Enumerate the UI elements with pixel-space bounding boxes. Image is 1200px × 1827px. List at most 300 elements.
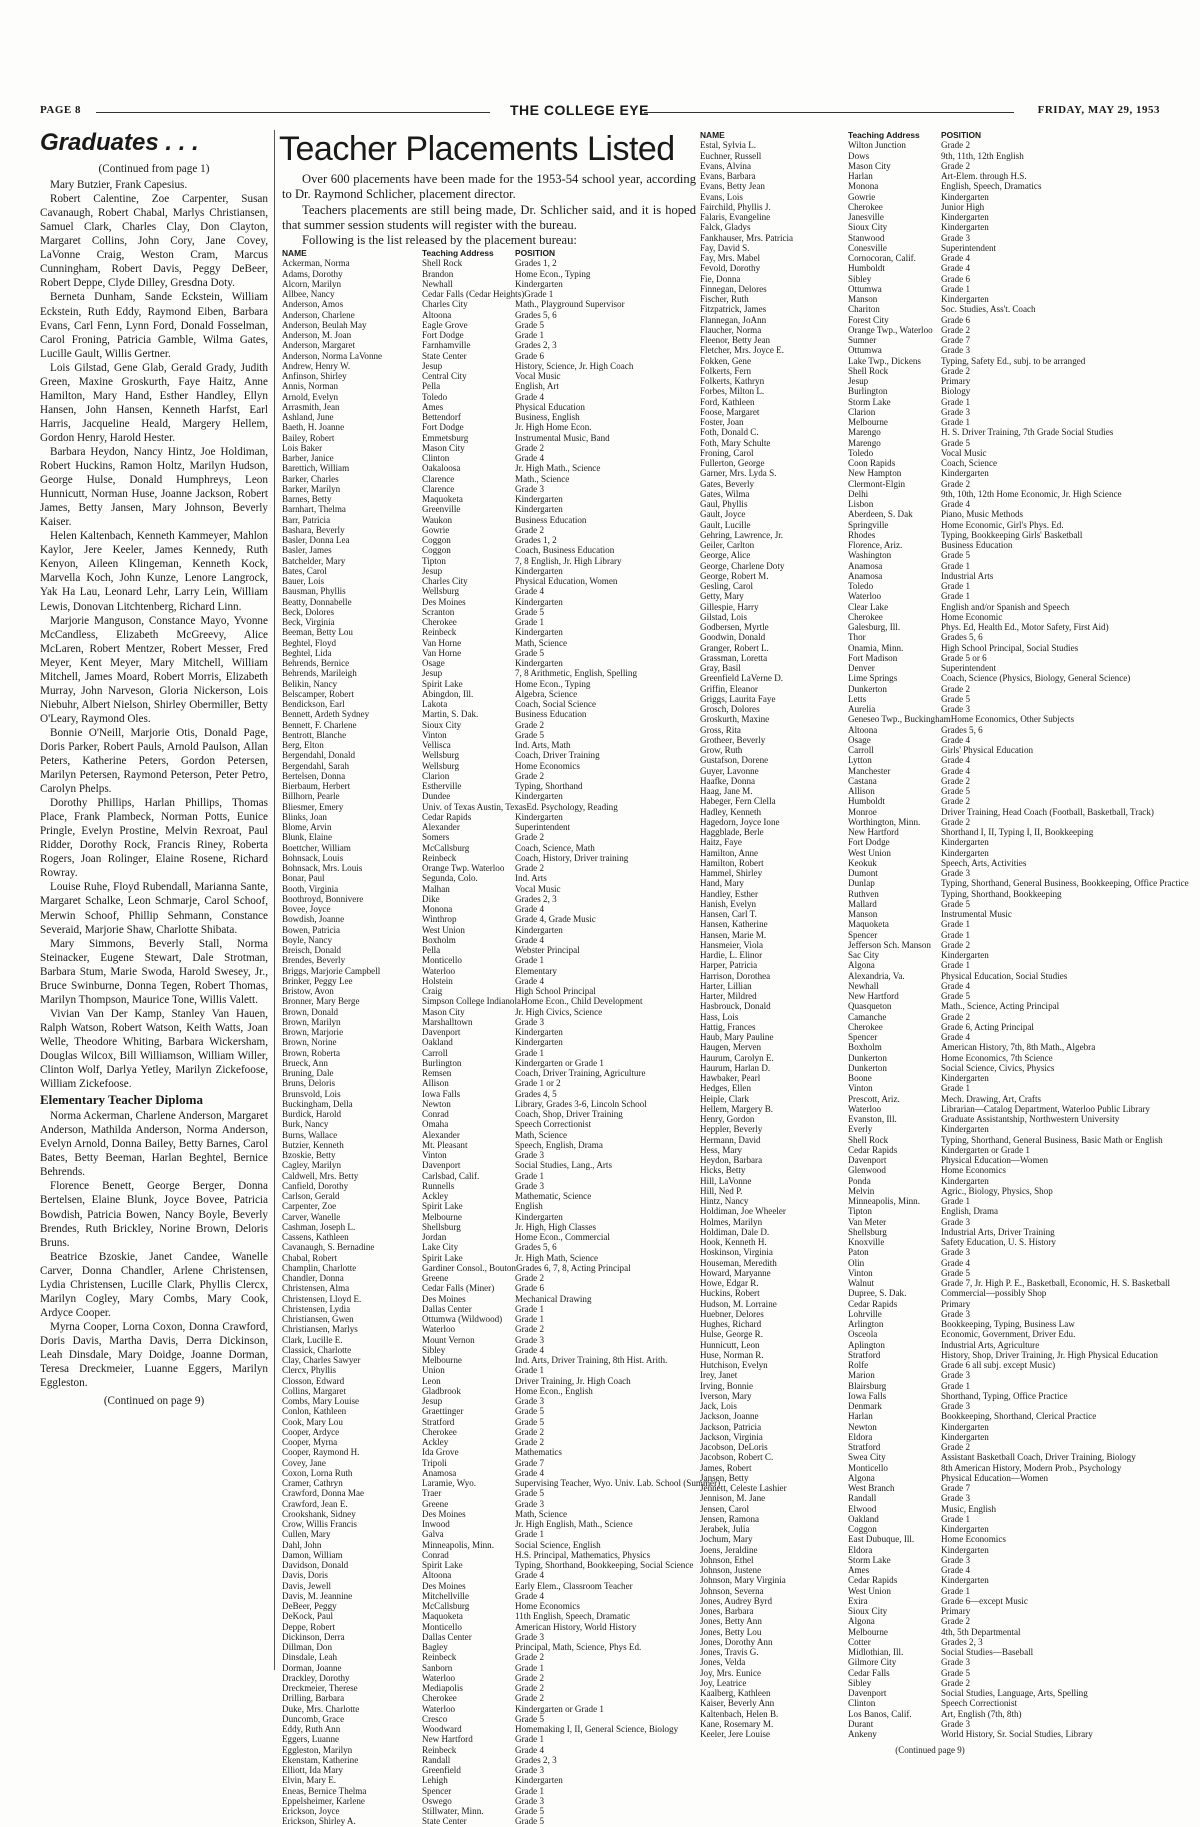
teaching-address: Segunda, Colo.	[422, 873, 478, 884]
placement-name: Hansen, Carl T.	[700, 909, 757, 919]
teaching-address: Waterloo	[422, 1672, 456, 1683]
teaching-address: Remsen	[422, 1068, 452, 1078]
placement-name: Gehring, Lawrence, Jr.	[700, 529, 784, 540]
position: Grade 3	[941, 345, 971, 356]
placement-name: Hunnicutt, Leon	[700, 1339, 760, 1350]
teaching-address: Craig	[422, 986, 443, 996]
placement-row	[700, 181, 1160, 191]
teaching-address: Jefferson Sch. Manson	[848, 939, 931, 950]
placement-name: Kaltenbach, Helen B.	[700, 1708, 779, 1719]
placement-row	[700, 520, 1160, 530]
position: Grade 2	[515, 719, 545, 730]
paragraph: Louise Ruhe, Floyd Rubendall, Marianna Sante, Margaret Schalke, Leon Schmarje, Carol Schoof, Merwin Schoof, Phillip Sehmann, Constance Severaid, Marjorie Shaw, Charlotte Shibata.	[40, 881, 268, 936]
placement-name: Jones, Betty Lou	[700, 1626, 762, 1637]
placement-row	[282, 566, 682, 576]
teaching-address: Vinton	[848, 1083, 873, 1094]
position: Grade 1	[515, 1365, 545, 1376]
position: Grade 4	[941, 1565, 971, 1575]
placement-name: Fitzpatrick, James	[700, 304, 767, 315]
placement-row	[700, 1104, 1160, 1114]
teaching-address: Sibley	[848, 273, 872, 284]
teaching-address: Estherville	[422, 781, 462, 791]
placement-name: Holdiman, Dale D.	[700, 1226, 770, 1237]
teaching-address: Altoona	[422, 309, 452, 320]
placement-name: Hutchison, Evelyn	[700, 1360, 768, 1370]
position: Grade 2	[941, 365, 971, 376]
placement-name: Fairchild, Phyllis J.	[700, 201, 771, 212]
placement-row	[700, 1514, 1160, 1524]
teaching-address: Boone	[848, 1073, 872, 1083]
position: Early Elem., Classroom Teacher	[515, 1580, 633, 1591]
placement-row	[282, 535, 682, 545]
position: Grade 2	[515, 1324, 545, 1335]
teaching-address: Aberdeen, S. Dak	[848, 509, 913, 520]
teaching-address: Inwood	[422, 1519, 450, 1529]
placement-name: Arrasmith, Jean	[282, 401, 340, 412]
position: Grades 5, 6	[515, 1242, 557, 1253]
placement-name: Brown, Roberta	[282, 1047, 341, 1058]
teaching-address: Marion	[848, 1370, 875, 1381]
placement-row	[282, 1468, 682, 1478]
position: 11th English, Speech, Dramatic	[515, 1611, 631, 1622]
teaching-address: Anamosa	[848, 560, 883, 571]
placement-name: Finnegan, Delores	[700, 283, 767, 294]
placement-row	[700, 878, 1189, 889]
teaching-address: Lytton	[848, 755, 872, 766]
placement-row	[700, 858, 1160, 868]
placement-name: Billhorn, Pearle	[282, 791, 340, 802]
paragraph: Teachers placements are still being made, Dr. Schlicher said, and it is hoped that summer session students will register with the bureau.	[282, 202, 696, 232]
position: Grade 5	[941, 898, 971, 909]
placement-name: Grow, Ruth	[700, 745, 743, 755]
position: Grade 4	[941, 980, 971, 991]
teaching-address: Davenport	[422, 1160, 461, 1171]
placement-name: Jerabek, Julia	[700, 1524, 750, 1534]
paragraph: Mary Butzier, Frank Capesius.	[50, 179, 188, 192]
teaching-address: Midlothian, Ill.	[848, 1647, 904, 1657]
teaching-address: Toledo	[422, 391, 448, 402]
placement-row	[700, 714, 1160, 724]
position: Typing, Shorthand, Bookkeeping, Social Science	[515, 1560, 694, 1570]
placement-name: Bliesmer, Emery	[282, 801, 344, 812]
teaching-address: Aplington	[848, 1339, 885, 1350]
placement-name: Handley, Esther	[700, 888, 758, 899]
placement-row	[282, 1242, 682, 1252]
teaching-address: Sumner	[848, 335, 877, 345]
teaching-address: Spencer	[848, 1032, 878, 1042]
teaching-address: Van Horne	[422, 647, 462, 658]
position: Grade 2	[941, 775, 971, 786]
teaching-address: Maquoketa	[422, 494, 463, 504]
placement-name: Jones, Travis G.	[700, 1647, 759, 1657]
placement-row	[282, 996, 682, 1006]
position: Bookkeeping, Shorthand, Clerical Practice	[941, 1411, 1097, 1422]
teaching-address: Coggon	[422, 535, 451, 545]
teaching-address: Pella	[422, 945, 441, 955]
position: Grade 1	[524, 289, 554, 299]
position: Grade 5	[515, 729, 545, 740]
placement-name: Irving, Bonnie	[700, 1380, 754, 1391]
placement-row	[700, 1616, 1160, 1626]
position: Grade 4	[941, 263, 971, 274]
placement-row	[282, 617, 682, 627]
placement-name: Cullen, Mary	[282, 1529, 331, 1540]
placement-name: Duncomb, Grace	[282, 1713, 345, 1724]
placement-name: Bergendahl, Sarah	[282, 760, 350, 771]
placement-name: Jackson, Virginia	[700, 1431, 763, 1442]
placement-name: Closson, Edward	[282, 1375, 345, 1386]
placement-row	[282, 1335, 682, 1345]
placement-row	[282, 771, 682, 781]
position: Grade 7, Jr. High P. E., Basketball, Economic, H. S. Basketball	[941, 1278, 1171, 1288]
paragraph: Lois Gilstad, Gene Glab, Gerald Grady, Judith Green, Maxine Groskurth, Faye Haitz, Anne Hamilton, Mary Hand, Esther Handley, Ellyn Hansen, John Hansen, Kenneth Harfst, Earl Harris, Jacqueline Heald, Margery Hellem, Gordon Henry, Harold Hester.	[40, 361, 268, 444]
position: Grade 4	[515, 453, 545, 463]
continued-on: (Continued on page 9)	[103, 1395, 205, 1408]
placement-name: Davidson, Donald	[282, 1560, 349, 1570]
placement-name: Howard, Maryanne	[700, 1267, 771, 1278]
placement-row	[700, 1299, 1160, 1309]
placement-row	[282, 1171, 682, 1181]
placement-row	[700, 1165, 1160, 1175]
teaching-address: Tipton	[422, 555, 446, 566]
placement-name: Brown, Norine	[282, 1037, 337, 1048]
paper-name: THE COLLEGE EYE	[510, 102, 649, 118]
placement-row	[282, 320, 682, 330]
teaching-address: Spencer	[848, 929, 878, 940]
placement-row	[700, 694, 1160, 704]
placement-name: Godbersen, Myrtle	[700, 622, 769, 632]
placement-name: Evans, Barbara	[700, 171, 756, 181]
placement-row	[700, 1647, 1160, 1657]
placement-row	[282, 433, 682, 443]
placement-name: Johnson, Justene	[700, 1565, 762, 1575]
placement-name: Harter, Mildred	[700, 991, 757, 1001]
placement-name: Groskurth, Maxine	[700, 714, 770, 725]
position: Grade 1	[941, 591, 971, 602]
placement-name: Johnson, Ethel	[700, 1554, 754, 1565]
placement-name: Blinks, Joan	[282, 811, 327, 822]
placement-row	[282, 873, 682, 883]
placement-name: Hicks, Betty	[700, 1165, 746, 1176]
teaching-address: Shell Rock	[848, 1134, 889, 1145]
placement-row	[282, 1037, 682, 1047]
placement-name: Haafke, Donna	[700, 775, 756, 786]
position: 7, 8 English, Jr. High Library	[515, 555, 622, 566]
teaching-address: Conrad	[422, 1549, 449, 1560]
placement-row	[700, 1145, 1160, 1155]
placement-name: Griggs, Laurita Faye	[700, 693, 776, 704]
teaching-address: Vellisca	[422, 740, 451, 750]
position: Grade 3	[515, 1396, 545, 1406]
placement-row	[282, 689, 682, 699]
position: Kindergarten	[515, 504, 563, 515]
position: Industrial Arts, Driver Training	[941, 1226, 1055, 1237]
position: 8th American History, Modern Prob., Psychology	[941, 1462, 1122, 1473]
teaching-address: Vinton	[848, 1267, 873, 1278]
position: Library, Grades 3-6, Lincoln School	[515, 1098, 647, 1109]
placement-row	[700, 407, 1160, 417]
placement-name: Bates, Carol	[282, 565, 327, 576]
placement-row	[282, 709, 682, 719]
teaching-address: Davenport	[848, 1155, 887, 1165]
position: Grade 3	[941, 1401, 971, 1411]
teaching-address: Cedar Falls (Cedar Heights)	[422, 289, 525, 299]
placement-row	[700, 509, 1160, 519]
placement-name: Hansen, Katherine	[700, 919, 768, 930]
position: Art-Elem. through H.S.	[941, 171, 1027, 181]
position: Grade 5	[515, 1806, 545, 1816]
position: Girls' Physical Education	[941, 745, 1034, 755]
position: Grade 6	[941, 314, 971, 325]
placement-row	[700, 1555, 1160, 1565]
position: Grade 1	[941, 396, 971, 407]
placement-name: Bertelsen, Donna	[282, 770, 346, 781]
teaching-address: Newton	[422, 1098, 451, 1109]
placement-name: Christensen, Lydia	[282, 1303, 351, 1314]
placement-row	[282, 894, 682, 904]
teaching-address: Mitchellville	[422, 1590, 469, 1601]
teaching-address: Maquoketa	[422, 1611, 463, 1622]
placement-row	[282, 1396, 682, 1406]
placement-row	[700, 745, 1160, 755]
teaching-address: Mt. Pleasant	[422, 1139, 468, 1150]
diploma-paragraphs	[40, 1109, 268, 1390]
position: Grade 5	[515, 1406, 545, 1417]
placement-name: Gaul, Phyllis	[700, 499, 748, 509]
placement-name: Gates, Wilma	[700, 488, 750, 499]
teaching-address: Gilmore City	[848, 1657, 897, 1668]
placement-name: Blunk, Elaine	[282, 832, 333, 843]
position: Math, Science	[515, 1129, 568, 1140]
teaching-address: Dunkerton	[848, 1052, 887, 1063]
placement-name: Barber, Janice	[282, 453, 334, 463]
position: Speech, English, Drama	[515, 1139, 603, 1150]
placement-row	[282, 781, 682, 791]
placement-name: Davis, Doris	[282, 1570, 328, 1581]
placement-name: Hass, Lois	[700, 1011, 739, 1022]
placement-row	[282, 1212, 682, 1222]
placement-name: Jones, Barbara	[700, 1606, 754, 1616]
placement-name: Adams, Dorothy	[282, 268, 343, 279]
placement-row	[700, 971, 1160, 981]
position: Grade 7	[941, 335, 971, 345]
placement-name: Hedges, Ellen	[700, 1083, 752, 1094]
paragraph: Norma Ackerman, Charlene Anderson, Margaret Anderson, Mathilda Anderson, Norma Anderson, Evelyn Arnold, Donna Bailey, Betty Barnes, Carol Bates, Betty Beeman, Harlan Beghtel, Bernice Behrends.	[40, 1110, 268, 1179]
teaching-address: Cedar Falls	[848, 1667, 890, 1678]
placement-name: Bowen, Patricia	[282, 924, 341, 935]
position: Grade 4	[941, 1257, 971, 1268]
teaching-address: Boxholm	[422, 934, 456, 945]
placement-row	[700, 1340, 1160, 1350]
placement-row	[700, 1452, 1160, 1462]
placement-name: Hess, Mary	[700, 1144, 742, 1155]
placement-row	[282, 955, 682, 965]
position: Home Economic, Girl's Phys. Ed.	[941, 519, 1064, 530]
placement-name: Coxon, Lorna Ruth	[282, 1467, 353, 1478]
position: Grade 2	[515, 1273, 545, 1283]
teaching-address: New Hampton	[848, 468, 902, 479]
placement-row	[700, 356, 1160, 366]
placement-name: Heiple, Clark	[700, 1093, 749, 1104]
teaching-address: Rolfe	[848, 1360, 869, 1370]
teaching-address: Vinton	[422, 1150, 447, 1160]
placement-row	[700, 1124, 1160, 1134]
placement-name: Beeman, Betty Lou	[282, 627, 353, 638]
position: Grade 5 or 6	[941, 652, 987, 663]
placement-name: Hook, Kenneth H.	[700, 1237, 767, 1247]
position: English and/or Spanish and Speech	[941, 601, 1070, 612]
teaching-address: Conrad	[422, 1109, 449, 1119]
placement-row	[700, 243, 1160, 253]
placement-name: Griffin, Eleanor	[700, 683, 758, 694]
position: Shorthand, Typing, Office Practice	[941, 1390, 1068, 1401]
position: Grade 6	[515, 1283, 545, 1294]
teaching-address: Cherokee	[848, 611, 883, 622]
teaching-address: Forest City	[848, 314, 889, 325]
teaching-address: Osage	[422, 658, 445, 668]
teaching-address: Shell Rock	[848, 365, 889, 376]
column-headers	[282, 248, 682, 258]
placement-row	[700, 222, 1160, 232]
teaching-address: Blairsburg	[848, 1380, 887, 1391]
placement-row	[700, 233, 1160, 243]
teaching-address: Holstein	[422, 975, 453, 986]
placement-row	[282, 1714, 682, 1724]
placement-name: Duke, Mrs. Charlotte	[282, 1703, 360, 1714]
teaching-address: Monticello	[422, 955, 462, 966]
placement-name: Carlson, Gerald	[282, 1191, 340, 1201]
teaching-address: Van Horne	[422, 637, 462, 648]
teaching-address: Lime Springs	[848, 673, 898, 684]
teaching-address: Sioux City	[848, 1606, 888, 1616]
placement-name: Jones, Dorothy Ann	[700, 1636, 773, 1647]
position: Coach, Driver Training, Agriculture	[515, 1068, 646, 1078]
position: H. S. Driver Training, 7th Grade Social Studies	[941, 427, 1114, 438]
placement-row	[282, 832, 682, 842]
placement-name: Burk, Nancy	[282, 1119, 329, 1130]
placement-row	[700, 151, 1160, 161]
placement-name: Gault, Lucille	[700, 519, 751, 530]
position: Grade 1	[941, 417, 971, 427]
graduates-paragraphs	[40, 178, 268, 1091]
teaching-address: Storm Lake	[848, 1554, 891, 1565]
position: Grades 6, 7, 8, Acting Principal	[515, 1262, 631, 1273]
placement-row	[700, 725, 1160, 735]
placement-name: Falaris, Evangeline	[700, 212, 771, 222]
placement-name: Hadley, Kenneth	[700, 806, 762, 817]
position: Principal, Math, Science, Phys Ed.	[515, 1642, 642, 1652]
teaching-address: Cresco	[422, 1713, 448, 1724]
placement-row	[282, 945, 682, 955]
placement-row	[282, 699, 682, 709]
placement-name: Covey, Jane	[282, 1457, 326, 1468]
teaching-address: Alexandria, Va.	[848, 970, 905, 981]
teaching-address: Monticello	[848, 1462, 888, 1473]
placement-name: Haag, Jane M.	[700, 786, 753, 796]
placement-row	[282, 1775, 682, 1785]
placement-name: Jackson, Patricia	[700, 1421, 762, 1432]
teaching-address: Traer	[422, 1488, 442, 1499]
teaching-address: Jesup	[422, 668, 443, 679]
placement-name: Baeth, H. Joanne	[282, 422, 345, 433]
position: Elementary	[515, 965, 557, 976]
placement-name: Clay, Charles Sawyer	[282, 1355, 361, 1365]
teaching-address: Ackley	[422, 1437, 449, 1447]
teaching-address: Lohrville	[848, 1308, 882, 1319]
placement-row	[700, 889, 1160, 899]
placement-name: Eggers, Luanne	[282, 1734, 340, 1745]
placement-row	[282, 730, 682, 740]
placement-row	[700, 1258, 1160, 1268]
position: Grades 4, 5	[515, 1088, 557, 1099]
placement-row	[282, 1427, 682, 1437]
placement-row	[282, 586, 682, 596]
placement-row	[700, 1176, 1160, 1186]
placement-name: Bennett, Ardeth Sydney	[282, 709, 370, 720]
placement-row	[700, 827, 1160, 837]
teaching-address: Ida Grove	[422, 1447, 459, 1458]
placement-row	[282, 1365, 682, 1375]
teaching-address: Fort Dodge	[848, 837, 890, 848]
placement-name: Fleenor, Betty Jean	[700, 335, 771, 345]
placement-row	[700, 622, 1160, 632]
placement-name: Chabal, Robert	[282, 1252, 338, 1263]
placement-name: Bailey, Robert	[282, 432, 335, 443]
teaching-address: Orange Twp., Waterloo	[848, 324, 933, 335]
placement-row	[700, 1012, 1160, 1022]
placement-name: Christensen, Alma	[282, 1283, 350, 1294]
placement-row	[282, 627, 682, 637]
teaching-address: Anamosa	[422, 1467, 457, 1478]
paragraph: Florence Benett, George Berger, Donna Bertelsen, Elaine Blunk, Joyce Bovee, Patricia Bowdish, Patricia Bowen, Nancy Boyle, Beverly Brendes, Ruth Brickley, Norine Brown, Deloris Bruns.	[40, 1180, 268, 1249]
position: Grade 1	[941, 283, 971, 294]
teaching-address: Graettinger	[422, 1406, 464, 1417]
placement-row	[282, 1663, 682, 1673]
teaching-address: Dallas Center	[422, 1303, 472, 1314]
placement-row	[700, 868, 1160, 878]
placement-row	[700, 1483, 1160, 1493]
teaching-address: Spencer	[422, 1785, 452, 1796]
placement-row	[282, 402, 682, 412]
placement-name: Fay, Mrs. Mabel	[700, 253, 761, 263]
placement-name: Carpenter, Zoe	[282, 1201, 337, 1212]
position: Grade 2	[941, 478, 971, 489]
placement-name: Hanish, Evelyn	[700, 898, 757, 909]
position: Commercial—possibly Shop	[941, 1288, 1047, 1299]
placement-name: Garner, Mrs. Lyda S.	[700, 468, 777, 479]
placement-row	[282, 1324, 682, 1334]
placement-row	[282, 1693, 682, 1703]
paragraph: Marjorie Manguson, Constance Mayo, Yvonne McCandless, Elizabeth McGreevy, Alice McLaren, Robert Mentzer, Robert Messer, Fred Meyer, Kent Meyer, Mary Mitchell, William Mitchell, James Moard, Robert Morris, Elizabeth Murray, John Narveson, Gloria Nickerson, Lois Niebuhr, Albert Nielson, Shirley Obermiller, Betty O'Leary, Raymond Oles.	[40, 614, 268, 725]
placement-row	[700, 1083, 1160, 1093]
position: Grade 5	[941, 786, 971, 796]
placement-name: Beatty, Donnabelle	[282, 596, 352, 607]
position: Physical Education, Social Studies	[941, 970, 1068, 981]
placements-continued: (Continued page 9)	[895, 1745, 965, 1756]
placement-name: Erickson, Shirley A.	[282, 1816, 356, 1827]
position: Grade 1	[941, 1083, 971, 1094]
position: Grade 3	[515, 1631, 545, 1642]
position: Grade 2	[941, 324, 971, 335]
placement-name: Flaucher, Norma	[700, 324, 762, 335]
teaching-address: Manson	[848, 294, 878, 304]
position: Kindergarten	[941, 468, 989, 479]
position: Kindergarten	[515, 278, 563, 289]
header-position-b: POSITION	[941, 130, 982, 140]
placement-name: Kaalberg, Kathleen	[700, 1688, 771, 1698]
placement-row	[700, 796, 1160, 806]
position: Grade 4	[515, 1570, 545, 1581]
